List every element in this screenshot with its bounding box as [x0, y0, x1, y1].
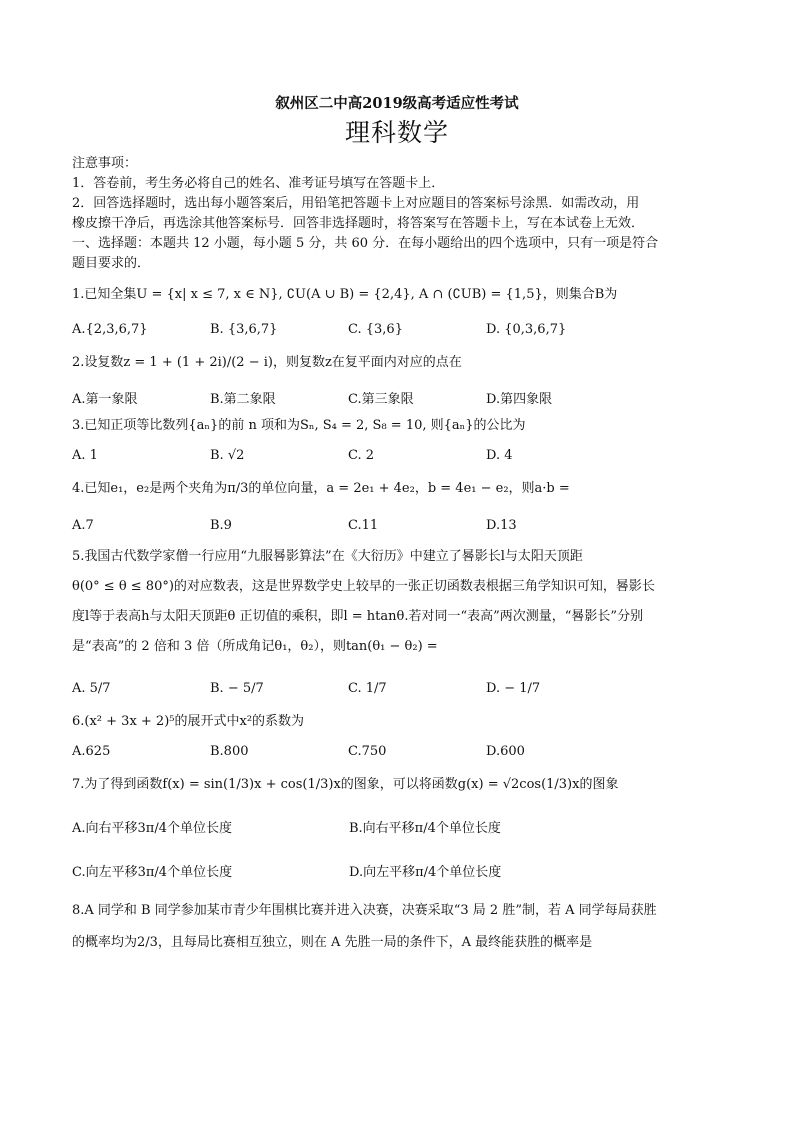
question-7-stem: 7.为了得到函数f(x) = sin(1/3)x + cos(1/3)x的图象，可以将函数g(x) = √2cos(1/3)x的图象: [72, 777, 619, 792]
exam-page: [72, 92, 722, 960]
question-4-options: [72, 516, 722, 536]
question-3-stem: 3.已知正项等比数列{aₙ}的前 n 项和为Sₙ, S₄ = 2, S₈ = 10, 则{aₙ}的公比为: [72, 418, 526, 433]
exam-subject: 理科数学: [344, 118, 449, 147]
section-1-line-1: 一、选择题：本题共 12 小题，每小题 5 分，共 60 分．在每小题给出的四个选项中，只有一项是符合: [72, 236, 659, 251]
question-1-option-b: B. {3,6,7}: [210, 322, 278, 337]
question-8-stem-line-2: 的概率均为2/3，且每局比赛相互独立，则在 A 先胜一局的条件下，A 最终能获胜的概率是: [72, 935, 593, 950]
question-3-option-b: B. √2: [210, 448, 245, 463]
question-7-option-c: C.向左平移3π/4个单位长度: [72, 865, 233, 880]
question-6-option-c: C.750: [348, 744, 387, 759]
question-2-option-a: A.第一象限: [72, 392, 138, 407]
question-5-option-d: D. − 1/7: [486, 681, 541, 696]
question-5-options: [72, 672, 722, 706]
question-7-options-row-2: [72, 856, 722, 890]
question-1-options: [72, 320, 722, 340]
question-6-options: [72, 742, 722, 762]
question-4-option-b: B.9: [210, 518, 232, 533]
question-1-stem: 1.已知全集U = {x| x ≤ 7, x ∈ N}, ∁U(A ∪ B) = {2,4}, A ∩ (∁UB) = {1,5}，则集合B为: [72, 287, 618, 302]
question-5-option-c: C. 1/7: [348, 681, 387, 696]
question-1-option-c: C. {3,6}: [348, 322, 403, 337]
question-6-option-a: A.625: [72, 744, 111, 759]
question-6-option-d: D.600: [486, 744, 525, 759]
question-2-option-b: B.第二象限: [210, 392, 276, 407]
question-5-stem-line-3: 度l等于表高h与太阳天顶距θ 正切值的乘积，即l = htanθ.若对同一“表高”两次测量，“晷影长”分别: [72, 609, 644, 624]
question-5-stem-line-2: θ(0° ≤ θ ≤ 80°)的对应数表，这是世界数学史上较早的一张正切函数表根据三角学知识可知，晷影长: [72, 579, 655, 594]
question-6-stem: 6.(x² + 3x + 2)⁵的展开式中x²的系数为: [72, 714, 305, 729]
note-2-line-1: 2．回答选择题时，选出每小题答案后，用铅笔把答题卡上对应题目的答案标号涂黑．如需改动，用: [72, 196, 640, 211]
exam-title: 叙州区二中高2019级高考适应性考试: [275, 95, 519, 112]
question-7-options-row-1: [72, 812, 722, 846]
question-1-option-d: D. {0,3,6,7}: [486, 322, 567, 337]
notes-heading: 注意事项：: [72, 156, 138, 171]
note-1: 1．答卷前，考生务必将自己的姓名、准考证号填写在答题卡上．: [72, 176, 445, 191]
question-3-option-a: A. 1: [72, 448, 98, 463]
question-5-stem-line-1: 5.我国古代数学家僧一行应用“九服晷影算法”在《大衍历》中建立了晷影长l与太阳天顶距: [72, 549, 583, 564]
question-2-options: [72, 390, 722, 410]
question-5-stem-line-4: 是“表高”的 2 倍和 3 倍（所成角记θ₁，θ₂），则tan(θ₁ − θ₂) =: [72, 639, 438, 654]
question-2-option-d: D.第四象限: [486, 392, 553, 407]
section-1-line-2: 题目要求的．: [72, 256, 151, 271]
question-7-option-a: A.向右平移3π/4个单位长度: [72, 821, 232, 836]
question-6-option-b: B.800: [210, 744, 249, 759]
question-5-option-b: B. − 5/7: [210, 681, 264, 696]
question-8-stem-line-1: 8.A 同学和 B 同学参加某市青少年围棋比赛并进入决赛，决赛采取“3 局 2 胜”制，若 A 同学每局获胜: [72, 903, 657, 918]
question-4-stem: 4.已知e₁，e₂是两个夹角为π/3的单位向量，a = 2e₁ + 4e₂，b = 4e₁ − e₂，则a·b =: [72, 481, 570, 496]
question-4-option-a: A.7: [72, 518, 94, 533]
question-3-option-c: C. 2: [348, 448, 375, 463]
question-2-option-c: C.第三象限: [348, 392, 414, 407]
question-1-option-a: A.{2,3,6,7}: [72, 322, 148, 337]
question-3-option-d: D. 4: [486, 448, 513, 463]
question-4-option-d: D.13: [486, 518, 517, 533]
note-2-line-2: 橡皮擦干净后，再选涂其他答案标号．回答非选择题时，将答案写在答题卡上，写在本试卷上无效．: [72, 216, 645, 231]
question-3-options: [72, 446, 722, 466]
question-7-option-b: B.向右平移π/4个单位长度: [349, 821, 501, 836]
question-2-stem: 2.设复数z = 1 + (1 + 2i)/(2 − i)，则复数z在复平面内对应的点在: [72, 355, 462, 370]
question-7-option-d: D.向左平移π/4个单位长度: [349, 865, 502, 880]
question-5-option-a: A. 5/7: [72, 681, 111, 696]
question-4-option-c: C.11: [348, 518, 379, 533]
